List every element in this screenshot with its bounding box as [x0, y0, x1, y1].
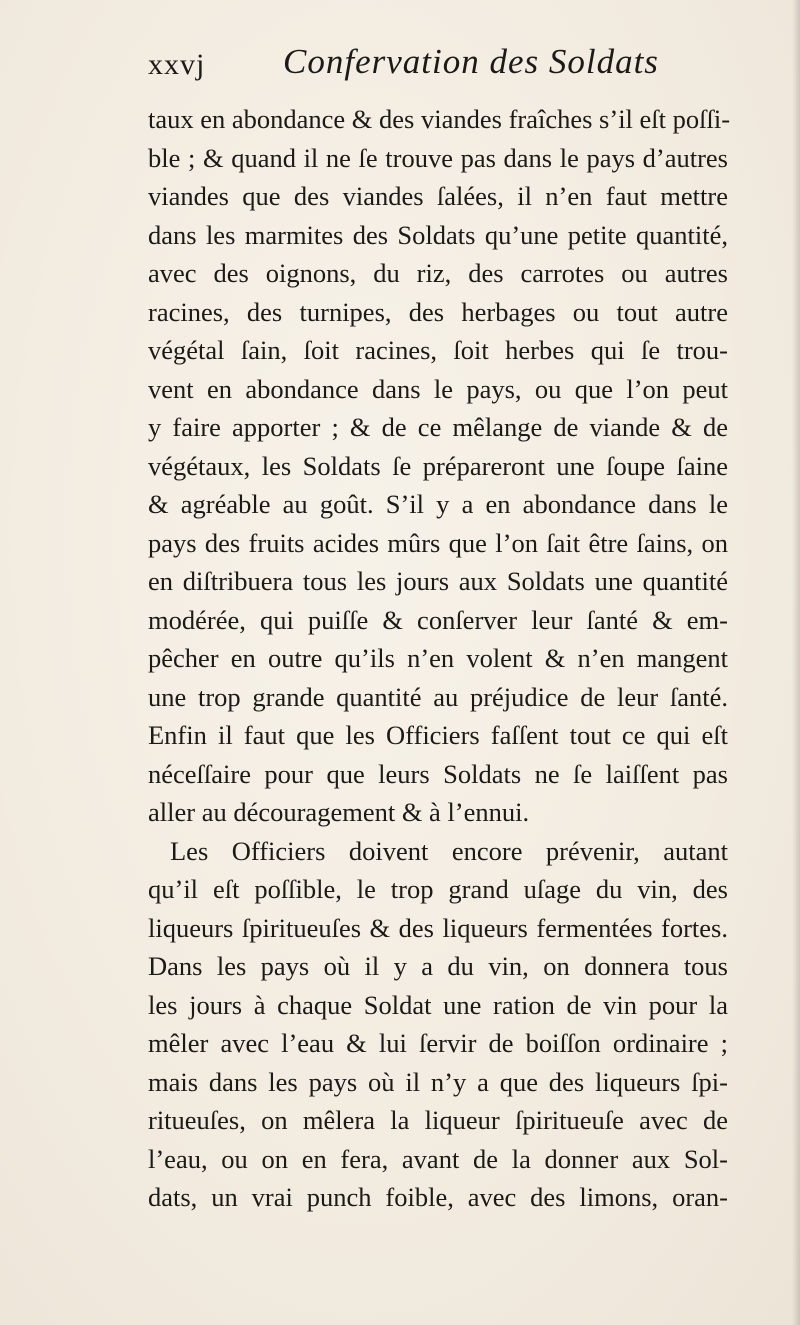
text-line: végétal ſain, ſoit racines, ſoit herbes qui ſe trou- [148, 335, 728, 365]
text-line: qu’il eſt poſſible, le trop grand uſage du vin, des [148, 874, 728, 904]
text-line: dats, un vrai punch foible, avec des limons, oran- [148, 1182, 728, 1212]
text-line: taux en abondance & des viandes fraîches s’il eſt poſſi- [148, 104, 731, 134]
text-line: pays des fruits acides mûrs que l’on ſait être ſains, on [148, 527, 728, 558]
text-line: liqueurs ſpiritueuſes & des liqueurs fermentées fortes. [148, 912, 728, 943]
text-line: dans les marmites des Soldats qu’une petite quantité, [148, 219, 728, 250]
page-header [148, 42, 708, 92]
text-line: racines, des turnipes, des herbages ou tout autre [148, 296, 728, 327]
text-line: & agréable au goût. S’il y a en abondance dans le [148, 489, 728, 519]
text-line: Les Officiers doivent encore prévenir, autant [170, 835, 728, 866]
text-line: ble ; & quand il ne ſe trouve pas dans le pays d’autres [148, 142, 728, 173]
text-line: mêler avec l’eau & lui ſervir de boiſſon ordinaire ; [148, 1028, 728, 1058]
text-line: ritueuſes, on mêlera la liqueur ſpiritueuſe avec de [148, 1105, 728, 1135]
text-line: une trop grande quantité au préjudice de leur ſanté. [148, 681, 728, 712]
text-line: mais dans les pays où il n’y a que des liqueurs ſpi- [148, 1066, 728, 1097]
page-edge-shadow [792, 0, 800, 1325]
running-title: Confervation des Soldats [283, 42, 659, 81]
text-line: y faire apporter ; & de ce mêlange de viande & de [148, 412, 728, 442]
text-line: avec des oignons, du riz, des carrotes ou autres [148, 258, 728, 288]
text-line: pêcher en outre qu’ils n’en volent & n’en mangent [148, 643, 728, 673]
text-line: l’eau, ou on en fera, avant de la donner aux Sol- [148, 1143, 728, 1174]
text-line: Dans les pays où il y a du vin, on donnera tous [148, 951, 728, 981]
text-line: vent en abondance dans le pays, ou que l’on peut [148, 373, 728, 404]
text-line: aller au découragement & à l’ennui. [148, 797, 530, 827]
text-line: néceſſaire pour que leurs Soldats ne ſe laiſſent pas [148, 758, 728, 789]
text-line: les jours à chaque Soldat une ration de vin pour la [148, 989, 728, 1020]
page-number: xxvj [148, 48, 206, 81]
text-line: en diſtribuera tous les jours aux Soldats une quantité [148, 566, 728, 596]
text-line: viandes que des viandes ſalées, il n’en faut mettre [148, 181, 728, 211]
body-text [148, 100, 731, 1217]
text-line: Enfin il faut que les Officiers faſſent tout ce qui eſt [148, 720, 728, 750]
text-line: modérée, qui puiſſe & conſerver leur ſanté & em- [148, 604, 728, 635]
text-line: végétaux, les Soldats ſe prépareront une ſoupe ſaine [148, 450, 728, 481]
